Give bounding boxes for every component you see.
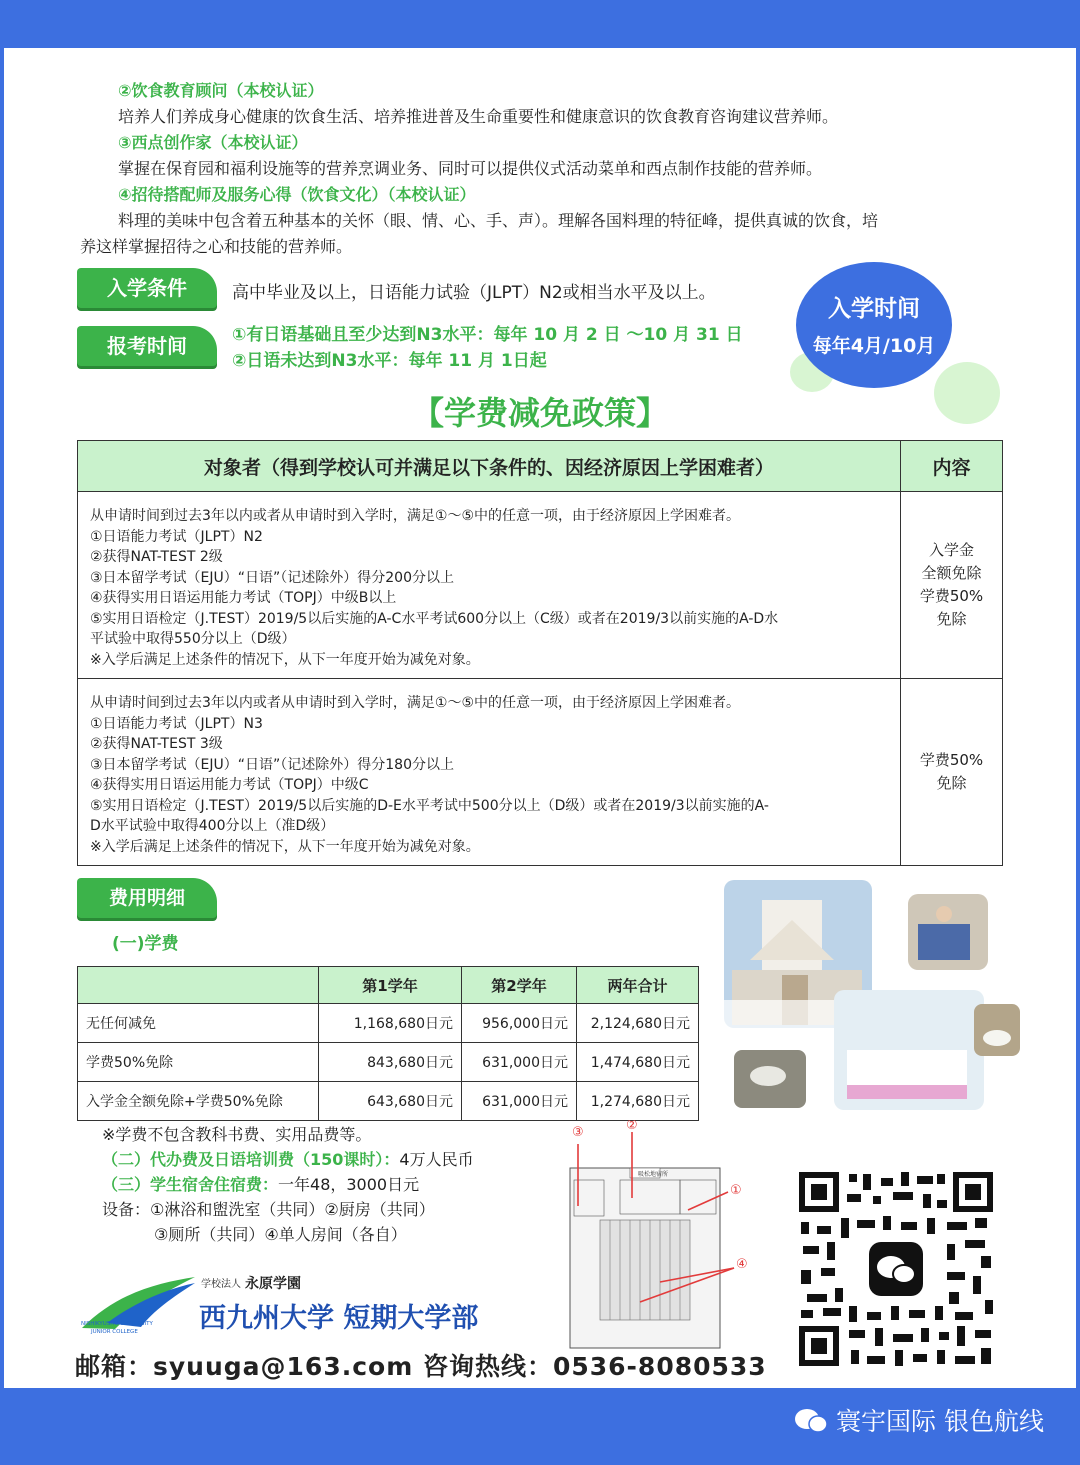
exam-line-2: ②日语未达到N3水平：每年 11 月 1日起 xyxy=(232,351,547,371)
fee-col-header: 第1学年 xyxy=(319,967,462,1004)
policy-header-target: 对象者（得到学校认可并满足以下条件的、因经济原因上学困难者） xyxy=(78,441,901,492)
policy-header-content: 内容 xyxy=(901,441,1003,492)
requirement-text: 高中毕业及以上，日语能力试验（JLPT）N2或相当水平及以上。 xyxy=(232,283,716,303)
plan-mark: ④ xyxy=(736,1257,748,1272)
dining-photo xyxy=(834,990,984,1110)
policy-row xyxy=(78,492,1003,679)
footer-brand-text: 寰宇国际 银色航线 xyxy=(836,1407,1044,1436)
floor-plan xyxy=(560,1120,780,1352)
logo-english-1: NISHIKYUSHU UNIVERSITY xyxy=(81,1321,153,1327)
dorm-fee-value: 一年48，3000日元 xyxy=(278,1175,420,1194)
condition-line: ④获得实用日语运用能力考试（TOPJ）中级C xyxy=(90,777,369,793)
fee-details-tag: 费用明细 xyxy=(77,878,217,918)
tuition-title: (一)学费 xyxy=(112,934,179,954)
condition-line: 从申请时间到过去3年以内或者从申请时到入学时，满足①～⑤中的任意一项，由于经济原因上学困难者。 xyxy=(90,695,741,711)
item3-text: 掌握在保育园和福利设施等的营养烹调业务、同时可以提供仪式活动菜单和西点制作技能的营养师。 xyxy=(118,159,823,178)
benefit-line: 学费50% xyxy=(919,751,984,769)
contact-info: 邮箱：syuuga@163.com 咨询热线：0536-8080533 xyxy=(75,1352,767,1381)
plan-mark: ③ xyxy=(572,1125,584,1140)
logo-school-name: 西九州大学 短期大学部 xyxy=(199,1303,479,1334)
agency-fee-label: （二）代办费及日语培训费（150课时）： xyxy=(102,1150,400,1169)
condition-line: ①日语能力考试（JLPT）N2 xyxy=(90,528,263,545)
policy-table xyxy=(77,440,1003,866)
exam-time-text xyxy=(232,322,743,374)
item2-heading: ②饮食教育顾问（本校认证） xyxy=(118,81,324,100)
policy-benefit xyxy=(901,492,1003,679)
facilities-line2: ③厕所（共同）④单人房间（各自） xyxy=(154,1225,407,1244)
enrollment-title: 入学时间 xyxy=(828,296,920,322)
condition-line: D水平试验中取得400分以上（准D级） xyxy=(90,818,335,834)
item2-text: 培养人们养成身心健康的饮食生活、培养推进普及生命重要性和健康意识的饮食教育咨询建议营养师。 xyxy=(118,107,839,126)
left-border xyxy=(0,48,4,1388)
condition-line: ⑤实用日语检定（J.TEST）2019/5以后实施的D-E水平考试中500分以上（D级）或者在2019/3以前实施的A- xyxy=(90,797,769,814)
fee-cell: 学费50%免除 xyxy=(78,1043,319,1082)
enrollment-time-badge xyxy=(796,262,952,388)
plan-mark: ① xyxy=(730,1183,742,1198)
room-photo xyxy=(908,894,988,970)
condition-line: ②获得NAT-TEST 3级 xyxy=(90,736,223,752)
benefit-line: 免除 xyxy=(936,774,967,792)
facilities-line1: 设备：①淋浴和盥洗室（共同）②厨房（共同） xyxy=(102,1200,435,1219)
condition-line: 平试验中取得550分以上（D级） xyxy=(90,631,296,647)
qr-code[interactable] xyxy=(797,1170,995,1368)
program-descriptions xyxy=(80,78,1018,260)
enrollment-value: 每年4月/10月 xyxy=(812,335,936,357)
right-border xyxy=(1076,48,1080,1388)
condition-line: 从申请时间到过去3年以内或者从申请时到入学时，满足①～⑤中的任意一项，由于经济原因上学困难者。 xyxy=(90,508,741,524)
wechat-icon xyxy=(794,1408,828,1434)
sink-photo xyxy=(734,1050,806,1108)
fee-col-header xyxy=(78,967,319,1004)
policy-benefit xyxy=(901,679,1003,866)
logo-english-2: JUNIOR COLLEGE xyxy=(91,1329,138,1335)
item4-heading: ④招待搭配师及服务心得（饮食文化）（本校认证） xyxy=(118,185,476,204)
fee-cell: 1,474,680日元 xyxy=(577,1043,699,1082)
policy-conditions xyxy=(78,492,901,679)
toilet-photo xyxy=(974,1004,1020,1056)
footer-brand xyxy=(794,1402,1044,1438)
table-row xyxy=(78,1004,699,1043)
dormitory-photos xyxy=(722,880,1022,1110)
benefit-line: 学费50% xyxy=(919,587,984,605)
fee-note: ※学费不包含教科书费、实用品费等。 xyxy=(102,1125,372,1144)
condition-line: ※入学后满足上述条件的情况下，从下一年度开始为减免对象。 xyxy=(90,651,480,668)
item4-text-line2: 养这样掌握招待之心和技能的营养师。 xyxy=(80,237,353,256)
dorm-fee-label: （三）学生宿舍住宿费： xyxy=(102,1175,279,1194)
condition-line: ④获得实用日语运用能力考试（TOPJ）中级B以上 xyxy=(90,590,397,606)
fee-col-header: 第2学年 xyxy=(462,967,577,1004)
fee-cell: 843,680日元 xyxy=(319,1043,462,1082)
condition-line: ⑤实用日语检定（J.TEST）2019/5以后实施的A-C水平考试600分以上（C级）或者在2019/3以前实施的A-D水 xyxy=(90,610,779,627)
plan-sign: 吸松地宿所 xyxy=(638,1171,669,1178)
fee-notes xyxy=(102,1122,474,1247)
school-logo xyxy=(77,1273,517,1343)
requirement-tag: 入学条件 xyxy=(77,268,217,308)
fee-cell: 入学金全额免除+学费50%免除 xyxy=(78,1082,319,1121)
condition-line: ※入学后满足上述条件的情况下，从下一年度开始为减免对象。 xyxy=(90,838,480,855)
plan-mark: ② xyxy=(626,1120,638,1133)
condition-line: ③日本留学考试（EJU）“日语”（记述除外）得分200分以上 xyxy=(90,569,454,586)
fee-cell: 1,168,680日元 xyxy=(319,1004,462,1043)
benefit-line: 入学金 xyxy=(928,541,974,559)
condition-line: ②获得NAT-TEST 2级 xyxy=(90,549,223,565)
benefit-line: 免除 xyxy=(936,610,967,628)
fee-cell: 1,274,680日元 xyxy=(577,1082,699,1121)
condition-line: ③日本留学考试（EJU）“日语”（记述除外）得分180分以上 xyxy=(90,756,454,773)
fee-cell: 无任何减免 xyxy=(78,1004,319,1043)
benefit-line: 全额免除 xyxy=(921,564,982,582)
item4-text-line1: 料理的美味中包含着五种基本的关怀（眼、情、心、手、声）。理解各国料理的特征峰，提供真诚的饮食，培 xyxy=(118,211,879,230)
condition-line: ①日语能力考试（JLPT）N3 xyxy=(90,715,263,732)
logo-org-name: 永原学園 xyxy=(245,1276,301,1292)
top-banner xyxy=(0,0,1080,48)
fee-cell: 2,124,680日元 xyxy=(577,1004,699,1043)
fee-cell: 956,000日元 xyxy=(462,1004,577,1043)
fee-cell: 631,000日元 xyxy=(462,1043,577,1082)
item3-heading: ③西点创作家（本校认证） xyxy=(118,133,308,152)
logo-org: 学校法人 xyxy=(201,1279,241,1290)
agency-fee-value: 4万人民币 xyxy=(399,1150,474,1169)
policy-conditions xyxy=(78,679,901,866)
exam-time-tag: 报考时间 xyxy=(77,326,217,366)
table-row xyxy=(78,1082,699,1121)
fee-cell: 631,000日元 xyxy=(462,1082,577,1121)
fee-table xyxy=(77,966,699,1121)
fee-col-header: 两年合计 xyxy=(577,967,699,1004)
table-row xyxy=(78,1043,699,1082)
policy-row xyxy=(78,679,1003,866)
exam-line-1: ①有日语基础且至少达到N3水平：每年 10 月 2 日 ～10 月 31 日 xyxy=(232,325,743,345)
fee-cell: 643,680日元 xyxy=(319,1082,462,1121)
policy-title: 【学费减免政策】 xyxy=(411,394,668,432)
